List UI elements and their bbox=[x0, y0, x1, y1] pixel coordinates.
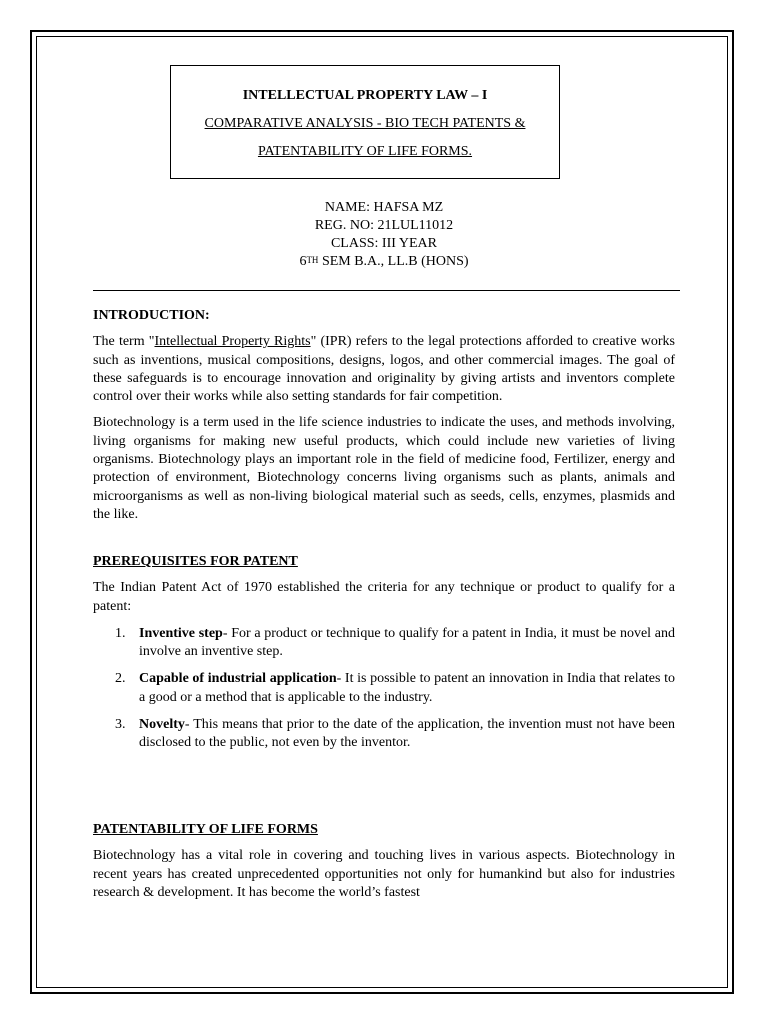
document-title: INTELLECTUAL PROPERTY LAW – I bbox=[242, 88, 488, 103]
student-details bbox=[0, 199, 768, 271]
list-item-text: - For a product or technique to qualify for a patent in India, it must be novel and involve an inventive step. bbox=[139, 625, 675, 660]
student-name: NAME: HAFSA MZ bbox=[324, 200, 444, 215]
list-item-term: Capable of industrial application bbox=[139, 671, 337, 687]
list-item-number: 3. bbox=[115, 717, 126, 733]
list-item-text: - This means that prior to the date of the application, the invention must not have been disclosed to the public, not even by the inventor. bbox=[139, 717, 675, 751]
life-forms-section bbox=[93, 821, 675, 902]
list-item bbox=[93, 670, 675, 707]
list-item-term: Inventive step bbox=[139, 625, 223, 641]
prerequisites-list bbox=[93, 625, 675, 753]
life-forms-paragraph-1: Biotechnology has a vital role in covering and touching lives in various aspects. Biotechnology in recent years has created unprecedented opportunities not only for humankind but also for industries research & development. It has become the world’s fastest bbox=[93, 848, 675, 900]
ipr-text-after: " (IPR) refers to the legal protections afforded to creative works such as inventions, musical compositions, designs, logos, and other commercial images. The goal of these safeguards is to encourage innovation and originality by giving artists and inventors complete control over their works while also setting standards for fair competition. bbox=[93, 334, 675, 405]
introduction-section bbox=[93, 307, 675, 524]
student-reg-no: REG. NO: 21LUL11012 bbox=[314, 218, 454, 233]
list-item-number: 1. bbox=[115, 625, 126, 641]
life-forms-heading: PATENTABILITY OF LIFE FORMS bbox=[93, 822, 318, 837]
semester-number: 6 bbox=[299, 254, 307, 269]
student-class: CLASS: III YEAR bbox=[330, 236, 438, 251]
introduction-heading: INTRODUCTION: bbox=[93, 308, 210, 323]
title-box bbox=[170, 65, 560, 179]
list-item-text: - It is possible to patent an innovation in India that relates to a good or a method that is applicable to the industry. bbox=[139, 671, 675, 705]
ipr-text-before: The term " bbox=[93, 334, 155, 350]
document-subtitle-line-1: COMPARATIVE ANALYSIS - BIO TECH PATENTS & bbox=[204, 116, 526, 131]
list-item bbox=[93, 716, 675, 753]
list-item bbox=[93, 625, 675, 662]
prerequisites-intro: The Indian Patent Act of 1970 established the criteria for any technique or product to qualify for a patent: bbox=[93, 580, 675, 614]
horizontal-rule bbox=[93, 290, 680, 291]
introduction-paragraph-1 bbox=[93, 333, 675, 406]
ipr-term-link[interactable]: Intellectual Property Rights bbox=[154, 334, 311, 350]
list-item-number: 2. bbox=[115, 671, 126, 687]
prerequisites-section bbox=[93, 553, 675, 753]
introduction-paragraph-2: Biotechnology is a term used in the life science industries to indicate the uses, and methods involving, living organisms for making new useful products, which could include new varieties of living organisms. Biotechnology plays an important role in the field of medicine food, Fertilizer, energy and protection of environment, Biotechnology concerns living organisms such as plants, animals and microorganisms as well as non-living biological material such as seeds, cells, enzymes, plasmids and the like. bbox=[93, 415, 675, 522]
student-semester bbox=[0, 253, 768, 271]
prerequisites-heading: PREREQUISITES FOR PATENT bbox=[93, 554, 298, 569]
semester-ordinal-suffix: TH bbox=[306, 255, 319, 265]
list-item-term: Novelty bbox=[139, 717, 185, 733]
document-subtitle-line-2: PATENTABILITY OF LIFE FORMS. bbox=[257, 144, 473, 159]
semester-text: SEM B.A., LL.B (HONS) bbox=[318, 254, 469, 269]
